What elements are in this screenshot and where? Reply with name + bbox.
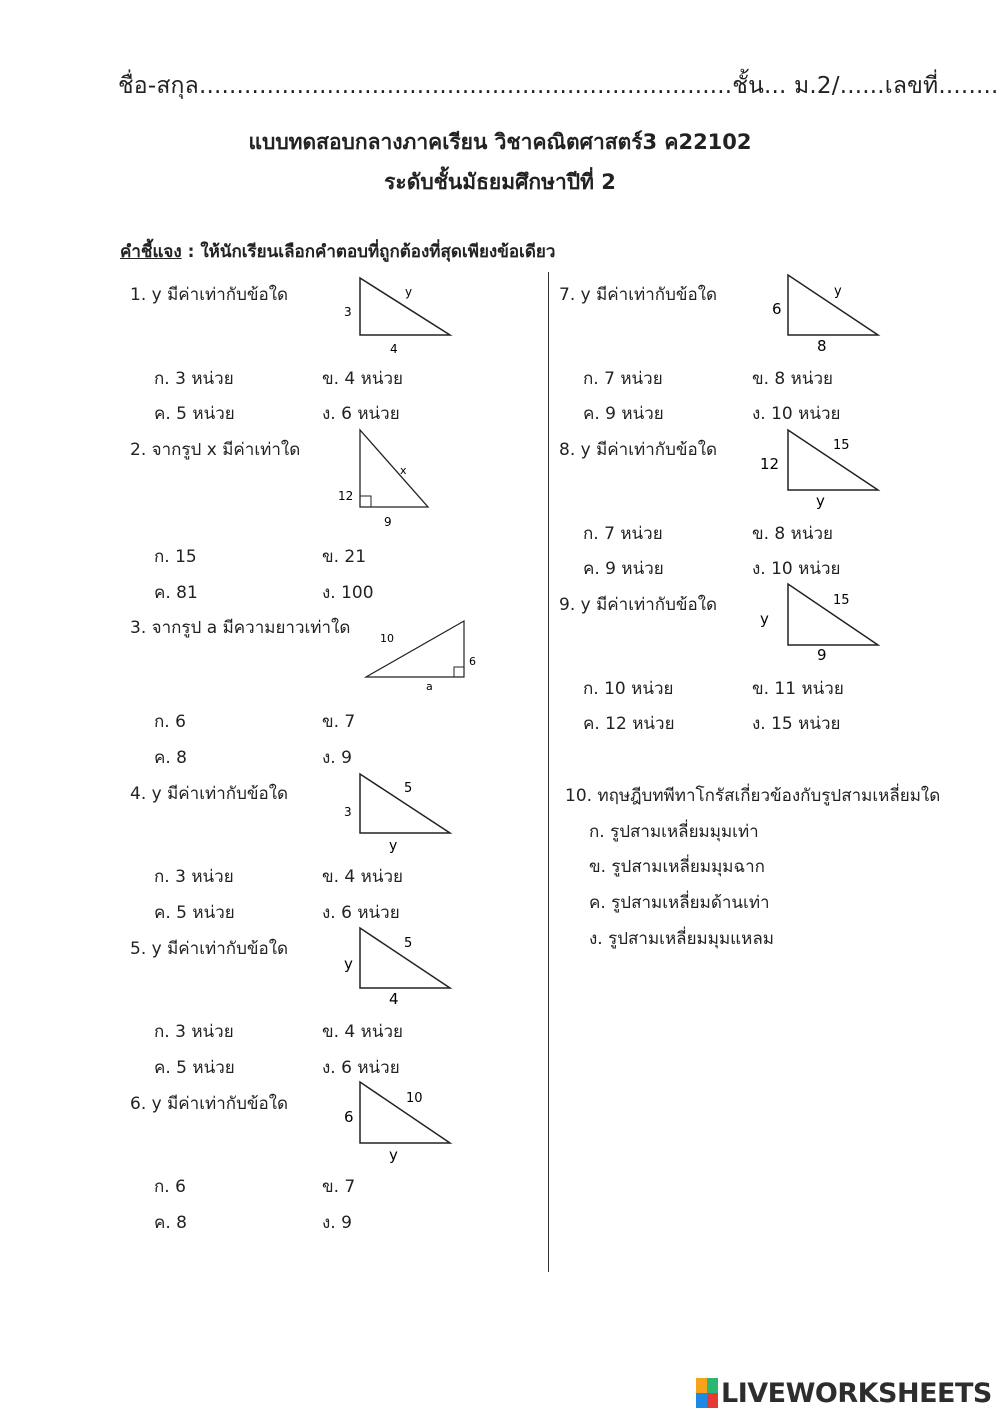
triangle-q5 [340,928,460,1008]
choice[interactable]: ง. 6 หน่วย [322,903,400,923]
triangle-q6-label-hyp: 10 [406,1091,423,1106]
choice[interactable]: ข. 11 หน่วย [752,679,844,699]
choice[interactable]: ข. 4 หน่วย [322,1022,403,1042]
triangle-q8 [760,430,888,510]
column-divider [548,272,549,1272]
question-6: 6. y มีค่าเท่ากับข้อใด [130,1094,289,1114]
choice[interactable]: ง. 10 หน่วย [752,404,841,424]
name-class-number-line: ชื่อ-สกุล.......................................................................ชั้น... ม.2/......เลขที่........ [118,73,999,99]
choice[interactable]: ก. รูปสามเหลี่ยมมุมเท่า [589,822,759,842]
triangle-q7-label-hyp: y [834,284,842,299]
question-9: 9. y มีค่าเท่ากับข้อใด [559,595,718,615]
triangle-q6 [340,1082,460,1164]
triangle-q9-label-bottom: 9 [817,646,827,664]
triangle-q2-label-left: 12 [338,489,354,503]
choice[interactable]: ง. 10 หน่วย [752,559,841,579]
choice[interactable]: ง. รูปสามเหลี่ยมมุมแหลม [589,929,774,949]
choice[interactable]: ค. 81 [154,583,198,603]
choice[interactable]: ข. 21 [322,547,367,567]
choice[interactable]: ก. 3 หน่วย [154,1022,234,1042]
triangle-q1-label-left: 3 [344,305,352,319]
choice[interactable]: ง. 9 [322,748,352,768]
choice[interactable]: ค. 5 หน่วย [154,903,235,923]
choice[interactable]: ก. 15 [154,547,197,567]
instruction-label: คำชี้แจง [120,242,182,262]
choice[interactable]: ค. 12 หน่วย [583,714,675,734]
triangle-q5-label-bottom: 4 [389,990,399,1008]
choice[interactable]: ข. 7 [322,712,356,732]
instruction-text: : ให้นักเรียนเลือกคำตอบที่ถูกต้องที่สุดเพียงข้อเดียว [181,242,556,262]
liveworksheets-logo [696,1376,992,1410]
triangle-q6-label-bottom: y [389,1146,398,1164]
choice[interactable]: ข. รูปสามเหลี่ยมมุมฉาก [589,857,765,877]
choice[interactable]: ง. 6 หน่วย [322,1058,400,1078]
triangle-q4-label-bottom: y [389,838,398,854]
triangle-q4-label-left: 3 [344,805,352,819]
triangle-q4 [340,774,460,854]
liveworksheets-logo-icon [696,1378,718,1408]
triangle-q1-label-bottom: 4 [390,342,398,356]
question-3: 3. จากรูป a มีความยาวเท่าใด [130,618,351,638]
triangle-q3-label-hyp: 10 [380,632,394,645]
question-7: 7. y มีค่าเท่ากับข้อใด [559,285,718,305]
exam-subtitle: ระดับชั้นมัธยมศึกษาปีที่ 2 [384,170,616,194]
choice[interactable]: ง. 9 [322,1213,352,1233]
choice[interactable]: ค. รูปสามเหลี่ยมด้านเท่า [589,893,770,913]
question-10: 10. ทฤษฎีบทพีทาโกรัสเกี่ยวข้องกับรูปสามเหลี่ยมใด [565,786,941,806]
triangle-q7-label-bottom: 8 [817,337,827,355]
triangle-q3-label-right: 6 [469,655,476,668]
triangle-q6-label-left: 6 [344,1108,354,1126]
exam-title: แบบทดสอบกลางภาคเรียน วิชาคณิตศาสตร์3 ค22102 [248,130,752,154]
choice[interactable]: ง. 6 หน่วย [322,404,400,424]
question-4: 4. y มีค่าเท่ากับข้อใด [130,784,289,804]
triangle-q8-label-left: 12 [760,455,780,473]
choice[interactable]: ค. 5 หน่วย [154,1058,235,1078]
question-1: 1. y มีค่าเท่ากับข้อใด [130,285,289,305]
triangle-q9-label-left: y [760,610,769,628]
choice[interactable]: ก. 6 [154,1177,186,1197]
instruction [120,238,555,265]
triangle-q4-label-hyp: 5 [404,781,413,796]
choice[interactable]: ก. 3 หน่วย [154,867,234,887]
triangle-q2-label-hyp: x [400,464,407,477]
triangle-q5-label-hyp: 5 [404,936,413,951]
triangle-q8-label-bottom: y [816,492,825,510]
choice[interactable]: ง. 100 [322,583,374,603]
choice[interactable]: ข. 7 [322,1177,356,1197]
triangle-q2 [336,430,436,532]
liveworksheets-logo-text: LIVEWORKSHEETS [721,1377,992,1409]
choice[interactable]: ง. 15 หน่วย [752,714,841,734]
triangle-q7 [768,275,888,355]
choice[interactable]: ก. 7 หน่วย [583,524,663,544]
triangle-q3-label-bottom: a [426,680,433,693]
choice[interactable]: ก. 3 หน่วย [154,369,234,389]
question-8: 8. y มีค่าเท่ากับข้อใด [559,440,718,460]
choice[interactable]: ค. 9 หน่วย [583,404,664,424]
triangle-q3 [360,618,485,694]
triangle-q9-label-hyp: 15 [833,593,850,608]
choice[interactable]: ข. 4 หน่วย [322,369,403,389]
question-2: 2. จากรูป x มีค่าเท่าใด [130,440,301,460]
triangle-q7-label-left: 6 [772,300,782,318]
choice[interactable]: ค. 5 หน่วย [154,404,235,424]
triangle-q1-label-hyp: y [405,285,413,299]
choice[interactable]: ก. 10 หน่วย [583,679,674,699]
choice[interactable]: ก. 7 หน่วย [583,369,663,389]
choice[interactable]: ค. 9 หน่วย [583,559,664,579]
choice[interactable]: ค. 8 [154,748,187,768]
triangle-q8-label-hyp: 15 [833,438,850,453]
triangle-q1 [340,278,460,356]
triangle-q2-label-bottom: 9 [384,515,392,529]
choice[interactable]: ข. 8 หน่วย [752,369,833,389]
choice[interactable]: ค. 8 [154,1213,187,1233]
question-5: 5. y มีค่าเท่ากับข้อใด [130,939,289,959]
choice[interactable]: ข. 4 หน่วย [322,867,403,887]
choice[interactable]: ก. 6 [154,712,186,732]
choice[interactable]: ข. 8 หน่วย [752,524,833,544]
triangle-q5-label-left: y [344,955,353,973]
triangle-q9 [760,584,888,664]
